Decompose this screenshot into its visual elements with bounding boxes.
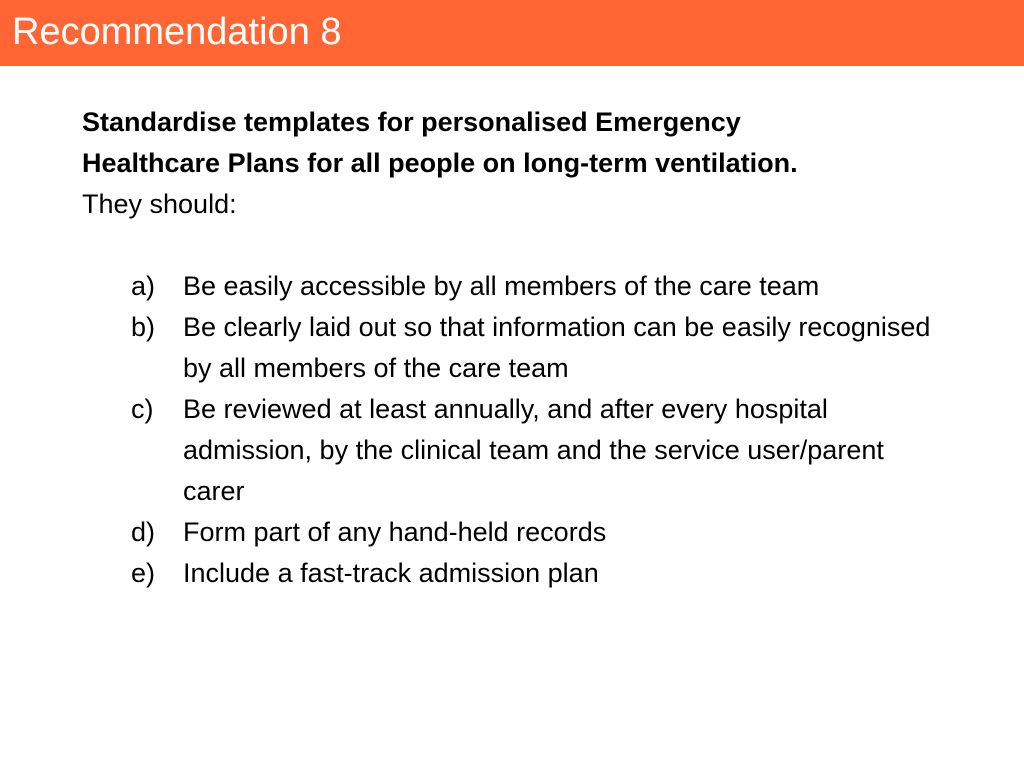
list-item-text: Be clearly laid out so that information can be easily recognised by all members of the care team [183, 312, 931, 383]
list-marker: d) [131, 517, 156, 547]
list-item [82, 389, 982, 512]
list-marker: c) [131, 394, 154, 424]
list-item [82, 512, 982, 553]
list-item [82, 307, 982, 389]
lead-paragraph [82, 102, 982, 225]
list-item [82, 266, 982, 307]
list-item-text: Include a fast-track admission plan [183, 558, 599, 588]
list-marker: b) [131, 312, 156, 342]
slide-header [0, 0, 1024, 66]
recommendation-list [82, 266, 982, 594]
slide-title: Recommendation 8 [12, 11, 342, 53]
list-marker: a) [131, 271, 156, 301]
list-item [82, 553, 982, 594]
slide-body [82, 102, 982, 594]
lead-intro-line: They should: [82, 189, 237, 219]
list-item-text: Be easily accessible by all members of the care team [183, 271, 820, 301]
list-item-text: Form part of any hand-held records [183, 517, 607, 547]
list-marker: e) [131, 558, 156, 588]
lead-bold-line-1: Standardise templates for personalised Emergency [82, 107, 741, 137]
lead-bold-line-2: Healthcare Plans for all people on long-term ventilation. [82, 148, 798, 178]
list-item-text: Be reviewed at least annually, and after every hospital admission, by the clinical team and the service user/parent carer [183, 394, 884, 506]
